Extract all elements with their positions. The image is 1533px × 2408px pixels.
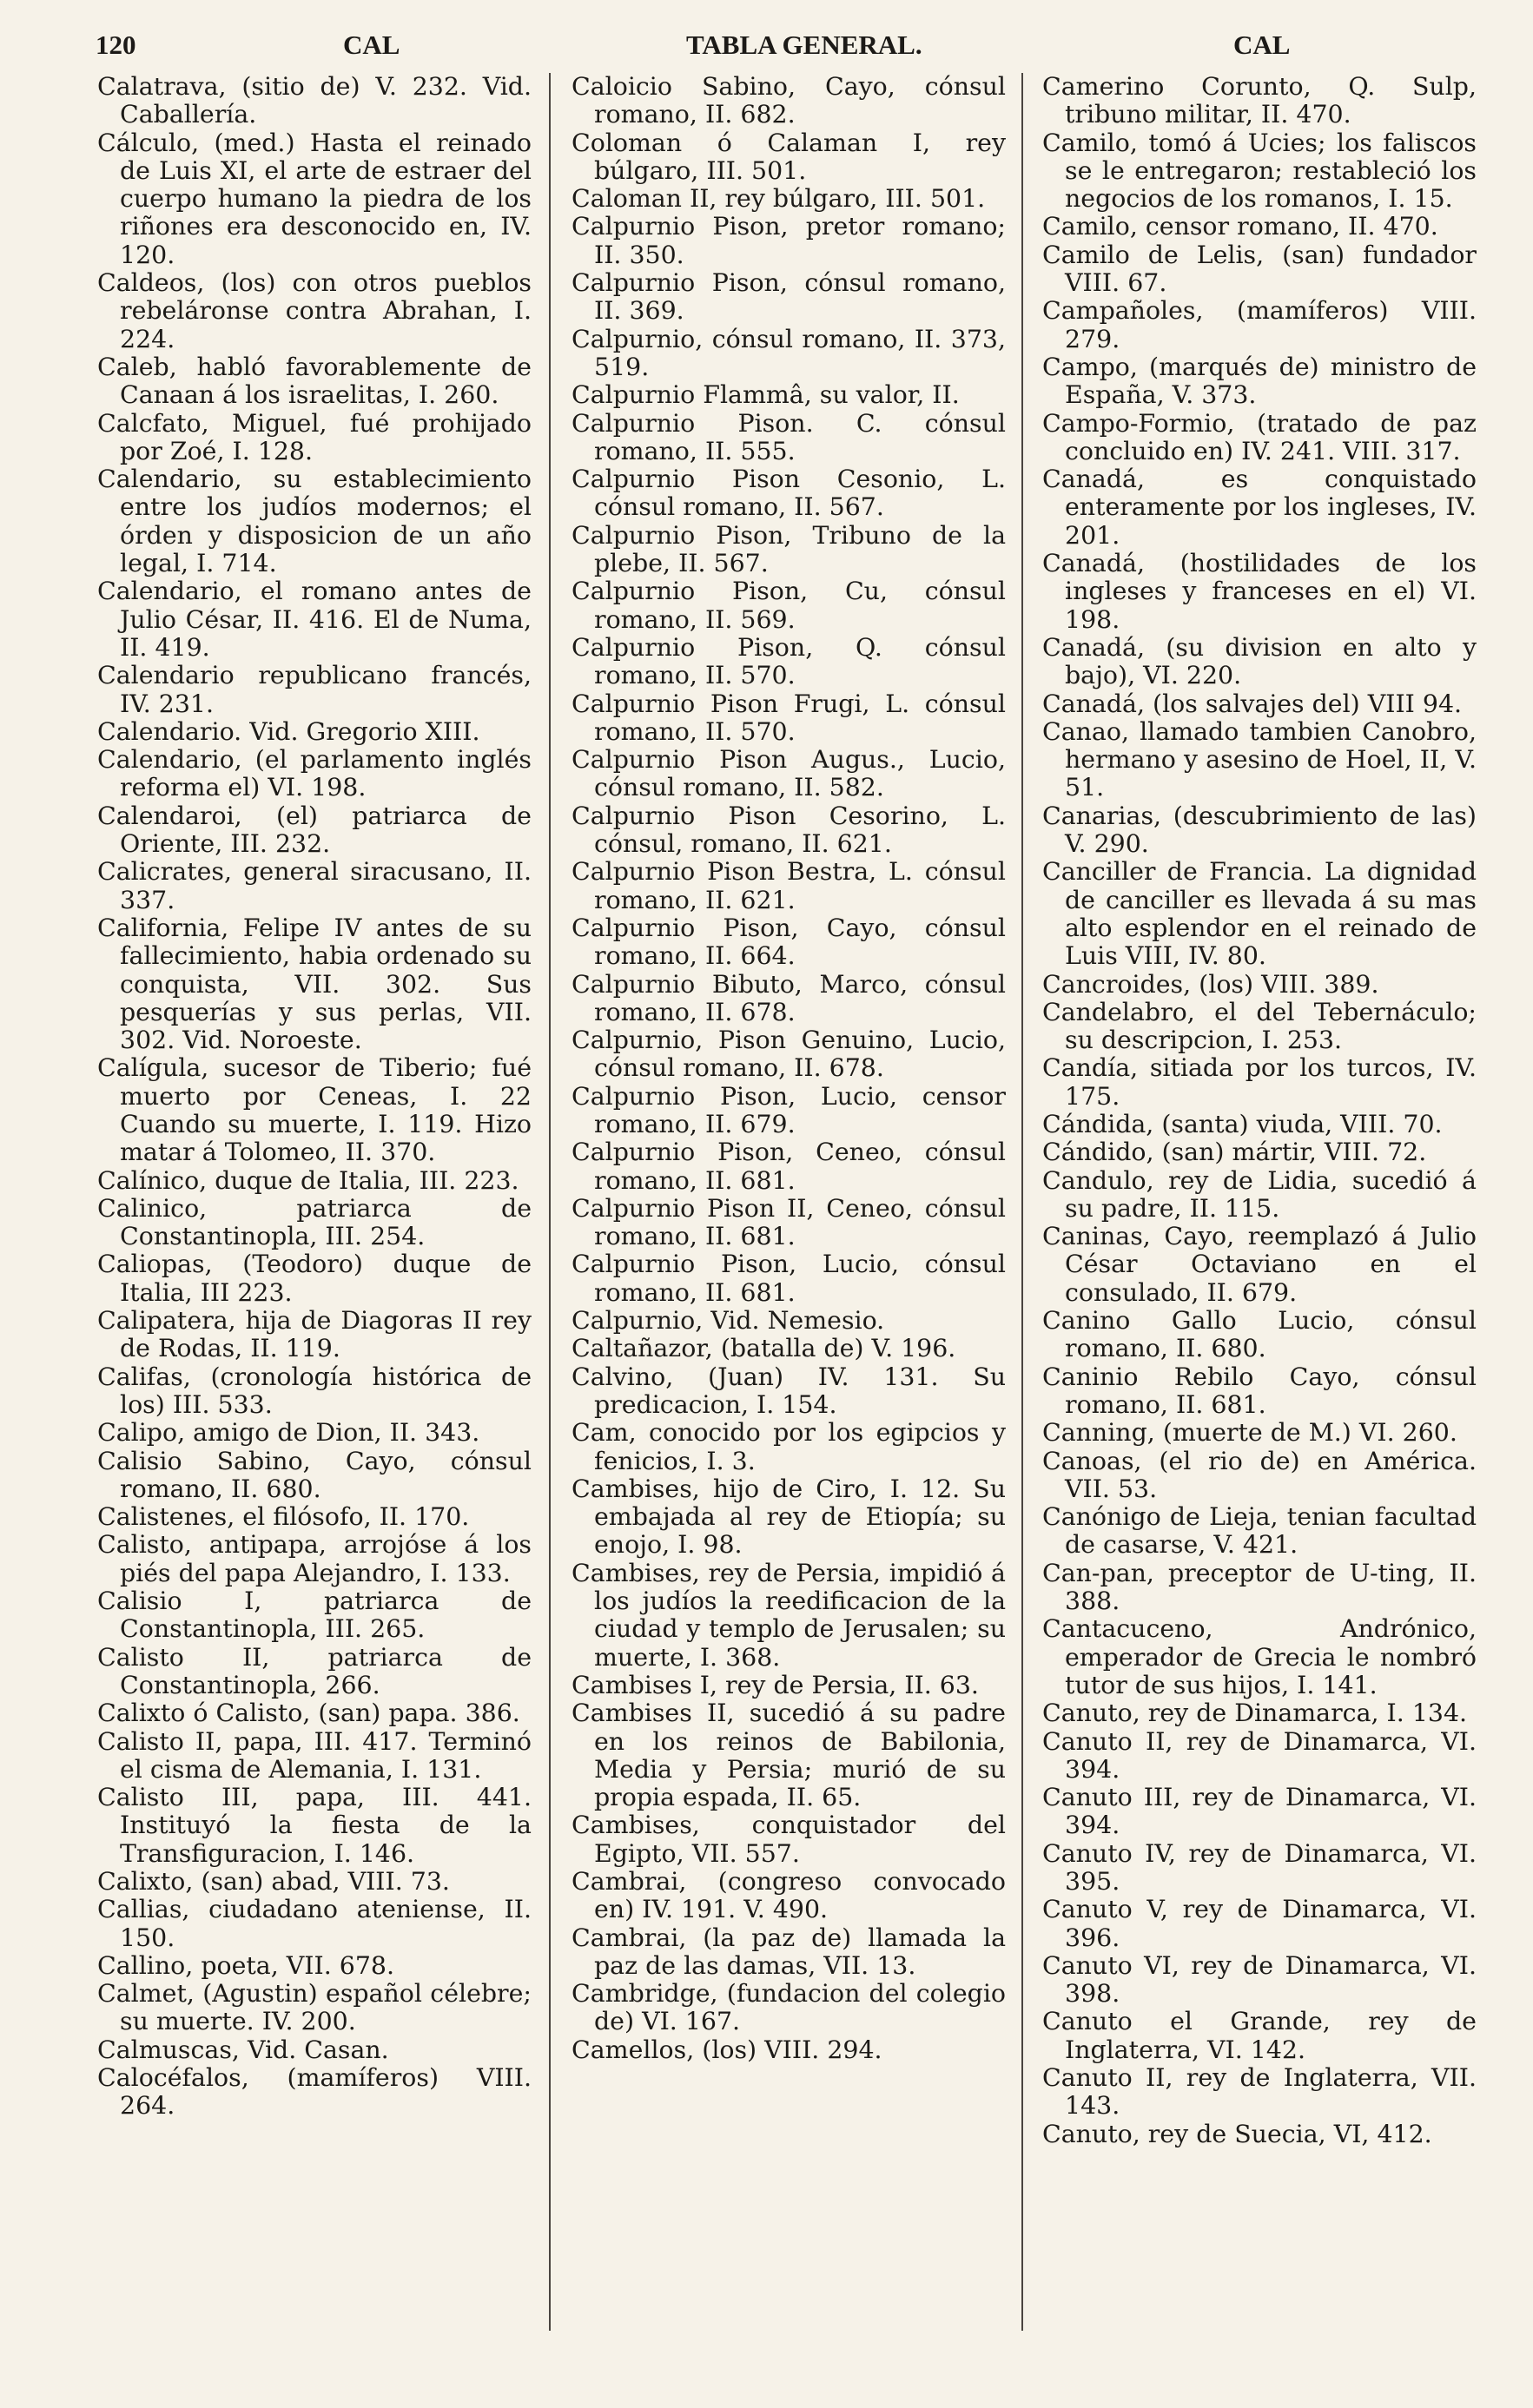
index-entry: Cambises, rey de Persia, impidió á los judíos la reedificacion de la ciudad y templo de Jerusalen; su muerte, I. 368. [572,1558,1006,1672]
index-entry: Calisto, antipapa, arrojóse á los piés del papa Alejandro, I. 133. [97,1530,532,1587]
index-entry: Calpurnio Pison, Cu, cónsul romano, II. 569. [572,577,1006,634]
index-entry: Calpurnio Pison, pretor romano; II. 350. [572,212,1006,269]
index-entry: Candulo, rey de Lidia, sucedió á su padre, II. 115. [1042,1165,1477,1223]
index-entry: Calpurnio Pison Frugi, L. cónsul romano, II. 570. [572,689,1006,746]
index-entry: Camerino Corunto, Q. Sulp, tribuno militar, II. 470. [1042,72,1477,129]
running-header [96,30,1450,73]
index-entry: Calpurnio Pison, Q. cónsul romano, II. 570. [572,632,1006,690]
index-entry: Cándido, (san) mártir, VIII. 72. [1042,1138,1427,1167]
index-entry: Calpurnio Bibuto, Marco, cónsul romano, II. 678. [572,969,1006,1026]
right-heading: CAL [1233,30,1291,60]
index-entry: Calpurnio Pison, cónsul romano, II. 369. [572,268,1006,326]
index-entry: Calpurnio Pison. C. cónsul romano, II. 555. [572,408,1006,465]
page-number: 120 [96,30,136,60]
index-entry: Camilo, tomó á Ucies; los faliscos se le entregaron; restableció los negocios de los romanos, I. 15. [1042,128,1477,214]
index-entry: Calpurnio Pison Cesonio, L. cónsul romano, II. 567. [572,465,1006,522]
index-entry: Calendario, (el parlamento inglés reforma el) VI. 198. [97,745,532,802]
index-entry: Calpurnio, Pison Genuino, Lucio, cónsul romano, II. 678. [572,1026,1006,1083]
index-entry: Canao, llamado tambien Canobro, hermano y asesino de Hoel, II, V. 51. [1042,716,1477,802]
index-entry: Camilo de Lelis, (san) fundador VIII. 67. [1042,240,1477,298]
index-entry: Canino Gallo Lucio, cónsul romano, II. 680. [1042,1306,1477,1363]
index-entry: Canónigo de Lieja, tenian facultad de casarse, V. 421. [1042,1502,1477,1560]
index-entry: Calpurnio Flammâ, su valor, II. [572,380,960,410]
index-entry: Coloman ó Calaman I, rey búlgaro, III. 501. [572,128,1006,185]
index-column-2 [572,73,1006,2064]
index-entry: Caloman II, rey búlgaro, III. 501. [572,184,986,214]
index-entry: Califas, (cronología histórica de los) III. 533. [97,1362,532,1419]
index-entry: Canuto VI, rey de Dinamarca, VI. 398. [1042,1950,1477,2009]
index-entry: Calisio Sabino, Cayo, cónsul romano, II. 680. [97,1446,532,1503]
index-entry: Calisto III, papa, III. 441. Instituyó la fiesta de la Transfiguracion, I. 146. [97,1783,532,1868]
index-entry: Calpurnio Pison Bestra, L. cónsul romano, II. 621. [572,857,1006,914]
index-entry: Cambrai, (congreso convocado en) IV. 191. V. 490. [572,1867,1006,1924]
index-entry: Calatrava, (sitio de) V. 232. Vid. Caballería. [97,72,532,129]
index-entry: Canning, (muerte de M.) VI. 260. [1042,1418,1457,1448]
index-entry: Calipatera, hija de Diagoras II rey de Rodas, II. 119. [97,1306,532,1363]
index-entry: Canuto II, rey de Inglaterra, VII. 143. [1042,2063,1477,2121]
index-entry: Canuto III, rey de Dinamarca, VI. 394. [1042,1783,1477,1840]
index-entry: Calcfato, Miguel, fué prohijado por Zoé, I. 128. [97,408,532,465]
index-entry: Cam, conocido por los egipcios y fenicios, I. 3. [572,1418,1006,1475]
index-entry: Canoas, (el rio de) en América. VII. 53. [1042,1446,1477,1503]
index-entry: Canuto IV, rey de Dinamarca, VI. 395. [1042,1838,1477,1896]
index-entry: Calicrates, general siracusano, II. 337. [97,857,532,914]
index-entry: Calendaroi, (el) patriarca de Oriente, III. 232. [97,801,532,859]
index-entry: Calpurnio Pison, Lucio, cónsul romano, II. 681. [572,1250,1006,1307]
index-entry: Calipo, amigo de Dion, II. 343. [97,1418,480,1448]
index-entry: Campo-Formio, (tratado de paz concluido en) IV. 241. VIII. 317. [1042,408,1477,465]
center-heading: TABLA GENERAL. [686,30,922,60]
index-entry: Camilo, censor romano, II. 470. [1042,212,1438,241]
column-divider [1021,73,1023,2331]
index-entry: Calinico, patriarca de Constantinopla, III. 254. [97,1193,532,1251]
index-entry: Calendario republicano francés, IV. 231. [97,661,532,718]
index-entry: Calpurnio Pison, Tribuno de la plebe, II. 567. [572,520,1006,578]
index-entry: Calixto ó Calisto, (san) papa. 386. [97,1699,520,1728]
index-entry: Calpurnio Pison, Ceneo, cónsul romano, II. 681. [572,1138,1006,1195]
index-entry: Calpurnio Pison Cesorino, L. cónsul, romano, II. 621. [572,801,1006,859]
index-entry: Cambises II, sucedió á su padre en los reinos de Babilonia, Media y Persia; murió de su propia espada, II. 65. [572,1699,1006,1812]
index-entry: Calpurnio, cónsul romano, II. 373, 519. [572,324,1006,381]
index-entry: Camellos, (los) VIII. 294. [572,2035,882,2064]
index-entry: Cálculo, (med.) Hasta el reinado de Luis XI, el arte de estraer del cuerpo humano la piedra de los riñones era desconocido en, IV. 120. [97,128,532,269]
index-entry: Calendario. Vid. Gregorio XIII. [97,716,480,746]
index-entry: Calisto II, patriarca de Constantinopla, 266. [97,1642,532,1699]
index-entry: Candía, sitiada por los turcos, IV. 175. [1042,1053,1477,1111]
index-entry: Campañoles, (mamíferos) VIII. 279. [1042,296,1477,353]
index-entry: Calvino, (Juan) IV. 131. Su predicacion, I. 154. [572,1362,1006,1419]
index-entry: Calisto II, papa, III. 417. Terminó el cisma de Alemania, I. 131. [97,1726,532,1784]
index-entry: Cambridge, (fundacion del colegio de) VI. 167. [572,1979,1006,2036]
index-entry: Canadá, es conquistado enteramente por los ingleses, IV. 201. [1042,465,1477,550]
index-entry: Caliopas, (Teodoro) duque de Italia, III 223. [97,1250,532,1307]
index-entry: Can-pan, preceptor de U-ting, II. 388. [1042,1558,1477,1616]
index-entry: Calpurnio Pison Augus., Lucio, cónsul romano, II. 582. [572,745,1006,802]
index-entry: Caleb, habló favorablemente de Canaan á los israelitas, I. 260. [97,352,532,410]
index-entry: Calígula, sucesor de Tiberio; fué muerto por Ceneas, I. 22 Cuando su muerte, I. 119. Hizo matar á Tolomeo, II. 370. [97,1053,532,1167]
index-entry: Cancroides, (los) VIII. 389. [1042,969,1379,999]
index-entry: Cambises, hijo de Ciro, I. 12. Su embajada al rey de Etiopía; su enojo, I. 98. [572,1474,1006,1560]
index-entry: Canuto II, rey de Dinamarca, VI. 394. [1042,1726,1477,1784]
index-column-3 [1042,73,1477,2148]
index-entry: Calocéfalos, (mamíferos) VIII. 264. [97,2063,532,2121]
index-entry: Cambises, conquistador del Egipto, VII. 557. [572,1811,1006,1868]
index-entry: Canarias, (descubrimiento de las) V. 290. [1042,801,1477,859]
index-entry: Calpurnio, Vid. Nemesio. [572,1306,885,1336]
index-entry: Cambises I, rey de Persia, II. 63. [572,1670,979,1699]
index-entry: Calpurnio Pison II, Ceneo, cónsul romano, II. 681. [572,1193,1006,1251]
index-entry: Candelabro, el del Tebernáculo; su descripcion, I. 253. [1042,997,1477,1055]
index-entry: Calistenes, el filósofo, II. 170. [97,1502,470,1532]
column-divider [549,73,551,2331]
index-entry: Cantacuceno, Andrónico, emperador de Grecia le nombró tutor de sus hijos, I. 141. [1042,1614,1477,1699]
index-entry: Caninas, Cayo, reemplazó á Julio César Octaviano en el consulado, II. 679. [1042,1222,1477,1307]
index-entry: California, Felipe IV antes de su fallecimiento, habia ordenado su conquista, VII. 302. Sus pesquerías y sus perlas, VII. 302. Vid. Noroeste. [97,913,532,1055]
index-entry: Calixto, (san) abad, VIII. 73. [97,1867,450,1896]
index-entry: Calpurnio Pison, Cayo, cónsul romano, II. 664. [572,913,1006,971]
index-entry: Calmet, (Agustin) español célebre; su muerte. IV. 200. [97,1979,532,2036]
index-entry: Calisio I, patriarca de Constantinopla, III. 265. [97,1587,532,1644]
index-entry: Calínico, duque de Italia, III. 223. [97,1165,519,1195]
index-entry: Canuto, rey de Suecia, VI, 412. [1042,2119,1432,2148]
index-entry: Canadá, (su division en alto y bajo), VI. 220. [1042,632,1477,690]
index-entry: Caninio Rebilo Cayo, cónsul romano, II. 681. [1042,1362,1477,1419]
index-entry: Caloicio Sabino, Cayo, cónsul romano, II. 682. [572,72,1006,129]
left-heading: CAL [343,30,400,60]
index-entry: Calpurnio Pison, Lucio, censor romano, II. 679. [572,1081,1006,1138]
index-entry: Canadá, (hostilidades de los ingleses y franceses en el) VI. 198. [1042,549,1477,634]
index-entry: Calendario, su establecimiento entre los judíos modernos; el órden y disposicion de un año legal, I. 714. [97,465,532,578]
index-entry: Canuto V, rey de Dinamarca, VI. 396. [1042,1895,1477,1952]
index-entry: Caltañazor, (batalla de) V. 196. [572,1334,956,1363]
index-entry: Canuto el Grande, rey de Inglaterra, VI. 142. [1042,2007,1477,2064]
index-entry: Campo, (marqués de) ministro de España, V. 373. [1042,352,1477,410]
index-entry: Caldeos, (los) con otros pueblos rebeláronse contra Abrahan, I. 224. [97,268,532,353]
index-entry: Cándida, (santa) viuda, VIII. 70. [1042,1109,1443,1138]
index-entry: Canadá, (los salvajes del) VIII 94. [1042,689,1463,718]
index-entry: Calmuscas, Vid. Casan. [97,2035,389,2064]
index-entry: Calendario, el romano antes de Julio César, II. 416. El de Numa, II. 419. [97,577,532,662]
index-entry: Callias, ciudadano ateniense, II. 150. [97,1895,532,1952]
index-entry: Cambrai, (la paz de) llamada la paz de las damas, VII. 13. [572,1923,1006,1980]
index-entry: Canciller de Francia. La dignidad de canciller es llevada á su mas alto esplendor en el reinado de Luis VIII, IV. 80. [1042,857,1477,971]
index-entry: Canuto, rey de Dinamarca, I. 134. [1042,1699,1468,1728]
index-column-1 [97,73,532,2121]
index-entry: Callino, poeta, VII. 678. [97,1950,394,1980]
